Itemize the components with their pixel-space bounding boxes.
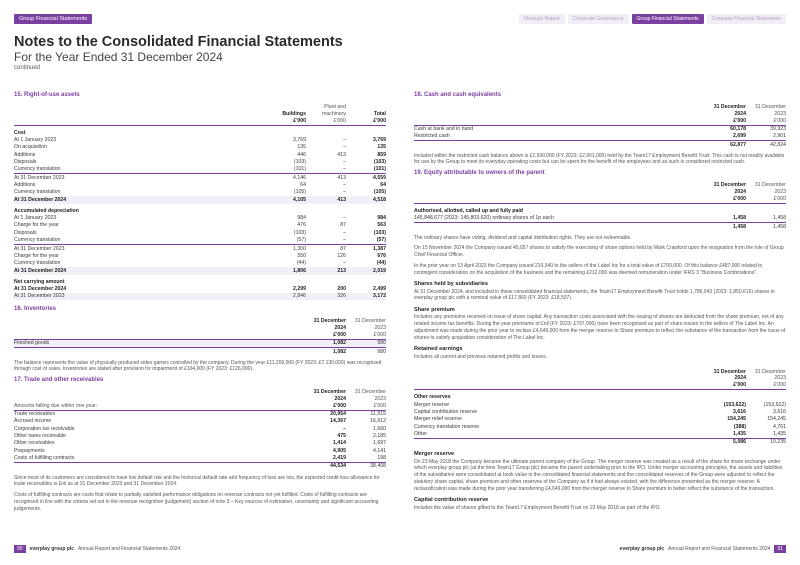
row-label: Disposals bbox=[14, 159, 37, 166]
merger-reserve-title: Merger reserve bbox=[414, 451, 455, 458]
receivables-note-1: Since most of its customers are considered to have low default risk and the historical default rate and frequency of loss are low, the expected credit loss allowance for trade receivables is £nil as at 31 December 2023 and 31 December 2024. bbox=[14, 474, 380, 488]
row-label: Accrued income bbox=[14, 418, 52, 425]
table-row bbox=[414, 204, 786, 215]
table-row bbox=[414, 416, 786, 423]
cell-value: (103) bbox=[293, 229, 306, 236]
table-row bbox=[14, 418, 386, 425]
cell-value: (44) bbox=[376, 260, 386, 267]
cell-value: 4,105 bbox=[266, 196, 306, 203]
cell-value: 3,172 bbox=[346, 293, 386, 300]
cell-value: 1,660 bbox=[373, 425, 386, 432]
rou-heading: 15. Right-of-use assets bbox=[14, 92, 80, 98]
table-row bbox=[414, 438, 786, 446]
equity-heading: 19. Equity attributable to owners of the parent bbox=[414, 170, 545, 177]
cell-value: 1,082 bbox=[306, 348, 346, 356]
row-label: Accumulated depreciation bbox=[14, 207, 79, 214]
row-label: Merger reserve bbox=[414, 401, 450, 408]
row-label: Currency translation bbox=[14, 166, 61, 173]
column-header: Amounts falling due within one year: bbox=[14, 402, 98, 409]
row-label: Cost bbox=[14, 129, 26, 136]
cell-value: 154,245 bbox=[767, 416, 786, 423]
cell-value: 859 bbox=[377, 151, 386, 158]
cell-value bbox=[706, 390, 746, 401]
cell-value: 87 bbox=[340, 222, 346, 229]
inventories-heading: 16. Inventories bbox=[14, 306, 57, 313]
share-premium-text: Includes any premiums received on issue of share capital. Any transaction costs associated with the issuing of shares are deducted from the share premium, net of any related income tax benefits. During the year premiums of £nil (FY 2023: £797,000) have been recognised as part of share issues to the sellers of The Label Inc. An adjustment was made during the prior year to reclass £4,649,000 from the merger reserve to Share premium to reflect the substance of the transaction from the issue of shares to satisfy acquisition consideration of The Label Inc. bbox=[414, 314, 786, 341]
footer-brand-right: everplay group plc bbox=[619, 546, 665, 552]
table-row bbox=[14, 448, 386, 455]
cell-value: (153,622) bbox=[723, 401, 746, 408]
table-row bbox=[14, 293, 386, 300]
cell-value: 2,846 bbox=[266, 293, 306, 300]
table-row bbox=[14, 166, 386, 174]
cell-value: (44) bbox=[296, 260, 306, 267]
cell-value bbox=[266, 126, 306, 137]
cell-value: – bbox=[343, 182, 346, 189]
table-row bbox=[14, 137, 386, 144]
table-row bbox=[14, 267, 386, 274]
nav-company-financial-statements[interactable]: Company Financial Statements bbox=[707, 14, 786, 24]
row-label: Other bbox=[414, 430, 427, 437]
cell-value: 980 bbox=[346, 340, 386, 348]
retained-earnings-title: Retained earnings bbox=[414, 346, 463, 353]
cell-value: 11,915 bbox=[370, 411, 386, 418]
column-header: 31 December 2024 £'000 bbox=[713, 104, 746, 124]
row-label: Charge for the year bbox=[14, 222, 59, 229]
row-label: Currency translation bbox=[14, 260, 61, 267]
table-row bbox=[14, 253, 386, 260]
column-header: 31 December 2024 £'000 bbox=[313, 318, 346, 338]
cell-value: 550 bbox=[297, 252, 306, 259]
cell-value: 200 bbox=[337, 285, 346, 292]
page-number-right: 91 bbox=[774, 545, 786, 553]
row-label: Currency translation bbox=[14, 237, 61, 244]
table-row bbox=[14, 463, 386, 471]
table-row bbox=[414, 126, 786, 133]
table-row bbox=[414, 223, 786, 231]
equity-para-1: The ordinary shares have voting, dividend and capital distribution rights. They are not redeemable. bbox=[414, 234, 632, 241]
cell-value: 2,299 bbox=[293, 285, 306, 292]
cash-note: Included within the restricted cash balance above is £2,699,000 (FY 2023: £2,901,000) held by the Team17 Employment Benefit Trust. This cash is not readily available for use by the Group to meet its everyday operating costs but can be spent for the benefit of the employees and as such is considered restricted cash. bbox=[414, 152, 785, 166]
cell-value: 10,235 bbox=[746, 438, 786, 446]
cell-value: 1,806 bbox=[266, 267, 306, 274]
cell-value bbox=[306, 275, 346, 286]
cell-value: (153,622) bbox=[763, 401, 786, 408]
equity-table bbox=[414, 182, 786, 231]
cell-value: 42,824 bbox=[746, 141, 786, 149]
row-label: At 31 December 2024 bbox=[14, 267, 266, 274]
table-row bbox=[414, 431, 786, 439]
cell-value: 38,408 bbox=[346, 463, 386, 471]
table-row bbox=[414, 401, 786, 408]
cell-value bbox=[266, 275, 306, 286]
table-row bbox=[14, 215, 386, 222]
cell-value bbox=[346, 204, 386, 215]
table-row bbox=[14, 151, 386, 158]
table-row bbox=[414, 141, 786, 149]
cell-value: (105) bbox=[373, 189, 386, 196]
row-label: Capital contribution reserve bbox=[414, 408, 478, 415]
nav-corporate-governance[interactable]: Corporate Governance bbox=[568, 14, 629, 24]
column-header: 31 December 2023 £'000 bbox=[354, 318, 386, 338]
table-row bbox=[14, 144, 386, 151]
row-label: Restricted cash bbox=[414, 133, 450, 140]
cell-value: 2,499 bbox=[373, 285, 386, 292]
cell-value: – bbox=[343, 166, 346, 173]
continued-label: continued bbox=[14, 65, 41, 71]
column-header: Plant and machinery £'000 bbox=[322, 104, 346, 124]
cell-value bbox=[746, 204, 786, 215]
shares-subsidiaries-title: Shares held by subsidiaries bbox=[414, 281, 488, 288]
table-row bbox=[14, 222, 386, 229]
cell-value: (105) bbox=[293, 189, 306, 196]
page-number-left: 90 bbox=[14, 545, 26, 553]
row-label bbox=[414, 223, 706, 231]
cell-value: – bbox=[343, 229, 346, 236]
row-label: At 31 December 2023 bbox=[14, 245, 266, 253]
cell-value: 4,518 bbox=[346, 196, 386, 203]
table-row bbox=[414, 133, 786, 141]
table-row bbox=[14, 126, 386, 137]
cell-value: 2,419 bbox=[333, 455, 346, 462]
cell-value: 1,435 bbox=[773, 430, 786, 437]
cell-value: 4,905 bbox=[333, 447, 346, 454]
column-header bbox=[14, 318, 306, 339]
cell-value: 44,534 bbox=[306, 463, 346, 471]
row-label: At 31 December 2023 bbox=[14, 174, 266, 182]
row-label: Other reserves bbox=[414, 394, 451, 401]
column-header bbox=[414, 182, 706, 203]
column-header: 31 December 2023 £'000 bbox=[354, 389, 386, 409]
row-label: At 1 January 2023 bbox=[14, 215, 57, 222]
row-label: Additions bbox=[14, 182, 36, 189]
nav-group-financial-statements[interactable]: Group Financial Statements bbox=[632, 14, 704, 24]
row-label: Trade receivables bbox=[14, 411, 56, 418]
retained-earnings-text: Includes all current and previous retained profits and losses. bbox=[414, 353, 548, 360]
cell-value: 3,616 bbox=[773, 408, 786, 415]
cell-value: 1,414 bbox=[333, 440, 346, 447]
cell-value: 5,086 bbox=[706, 438, 746, 446]
capital-contribution-text: Includes the value of shares gifted to the Team17 Employment Benefit Trust on 23 May 2018 as part of the IPO. bbox=[414, 504, 661, 511]
cell-value: 64 bbox=[380, 182, 386, 189]
row-label: Prepayments bbox=[14, 447, 45, 454]
cell-value: 1,458 bbox=[773, 215, 786, 222]
cell-value: (103) bbox=[373, 159, 386, 166]
cell-value: 1,458 bbox=[733, 215, 746, 222]
table-row bbox=[14, 237, 386, 245]
cell-value: (103) bbox=[373, 229, 386, 236]
cell-value: 1,387 bbox=[346, 245, 386, 253]
cell-value: (103) bbox=[293, 159, 306, 166]
cell-value: 39,923 bbox=[770, 125, 786, 132]
cell-value: (101) bbox=[293, 166, 306, 173]
inventories-table bbox=[14, 318, 386, 356]
row-label: Additions bbox=[14, 151, 36, 158]
cell-value: 135 bbox=[297, 144, 306, 151]
column-header bbox=[14, 104, 266, 125]
table-row bbox=[14, 245, 386, 253]
cell-value bbox=[346, 126, 386, 137]
table-row bbox=[14, 411, 386, 418]
cell-value: 4,761 bbox=[773, 423, 786, 430]
cell-value: 563 bbox=[377, 222, 386, 229]
cell-value: 3,769 bbox=[293, 136, 306, 143]
cell-value: 154,245 bbox=[727, 416, 746, 423]
cell-value: – bbox=[343, 159, 346, 166]
row-label: Cash at bank and in hand bbox=[414, 125, 474, 132]
cell-value: 676 bbox=[377, 252, 386, 259]
footer-right bbox=[620, 545, 786, 553]
table-row bbox=[14, 340, 386, 348]
cell-value: 135 bbox=[377, 144, 386, 151]
row-label: At 1 January 2023 bbox=[14, 136, 57, 143]
table-row bbox=[14, 174, 386, 182]
cell-value: (101) bbox=[373, 166, 386, 173]
cell-value: – bbox=[343, 144, 346, 151]
cell-value: – bbox=[343, 136, 346, 143]
table-row bbox=[14, 159, 386, 166]
cell-value: 413 bbox=[337, 151, 346, 158]
receivables-note-2: Costs of fulfilling contracts are costs that relate to partially satisfied performance obligations on revenue contracts not yet fulfilled. Costs of fulfilling contracts are recognised in line with the criteria set out in the revenue recognition (judgement) section of note 3 – Key sources of estimation, uncertainty and significant accounting judgements. bbox=[14, 492, 379, 512]
cash-heading: 18. Cash and cash equivalents bbox=[414, 92, 502, 98]
row-label: Other taxes receivable bbox=[14, 433, 66, 440]
cell-value: 446 bbox=[297, 151, 306, 158]
cell-value: – bbox=[343, 260, 346, 267]
row-label: Charge for the year bbox=[14, 252, 59, 259]
table-row bbox=[14, 433, 386, 440]
shares-subsidiaries-text: At 31 December 2024, and included in these consolidated financial statements, the Team17 Employment Benefit Trust holds 1,786,043 (2023: 1,850,616) shares in everplay group plc with a nominal value of £17,860 (FY 2023: £18,507). bbox=[414, 288, 775, 302]
cash-table bbox=[414, 104, 786, 149]
row-label: At 31 December 2024 bbox=[14, 196, 266, 203]
table-row bbox=[14, 455, 386, 463]
right-column bbox=[414, 92, 786, 515]
row-label: Currency translation bbox=[14, 189, 61, 196]
table-row bbox=[414, 390, 786, 401]
row-label: Merger relief reserve bbox=[414, 416, 462, 423]
table-row bbox=[14, 275, 386, 286]
equity-para-2: On 15 November 2024 the Company issued 45,057 shares to satisfy the exercising of share options held by Mark Crawford upon the resignation from the role of Group Chief Financial Officer. bbox=[414, 245, 784, 259]
row-label bbox=[14, 463, 306, 471]
column-header: Total £'000 bbox=[373, 110, 386, 124]
cell-value: 984 bbox=[377, 215, 386, 222]
cell-value: 413 bbox=[306, 196, 346, 203]
cell-value: 1,300 bbox=[266, 245, 306, 253]
cell-value: 984 bbox=[297, 215, 306, 222]
nav-strategic-report[interactable]: Strategic Report bbox=[519, 14, 565, 24]
row-label: At 31 December 2024 bbox=[14, 285, 67, 292]
cell-value: 14,367 bbox=[330, 418, 346, 425]
cell-value bbox=[306, 204, 346, 215]
inventories-note: The balance represents the value of physically produced video games controlled by the company. During the year £11,200,000 (FY 2023: £7,130,000) was recognised through cost of sales. Inventories are stated after provision for impairment of £104,000 (FY 2023: £126,000). bbox=[14, 359, 382, 373]
table-row bbox=[14, 189, 386, 196]
table-row bbox=[14, 230, 386, 237]
cell-value: 2,901 bbox=[773, 133, 786, 140]
cell-value: 4,141 bbox=[373, 447, 386, 454]
cell-value: 213 bbox=[306, 267, 346, 274]
table-row bbox=[414, 409, 786, 416]
table-row bbox=[14, 196, 386, 203]
row-label: At 31 December 2023 bbox=[14, 293, 266, 300]
cell-value: – bbox=[343, 189, 346, 196]
column-header: 31 December 2023 £'000 bbox=[754, 104, 786, 124]
cell-value: – bbox=[343, 237, 346, 244]
table-row bbox=[14, 204, 386, 215]
table-row bbox=[14, 182, 386, 189]
column-header: Buildings £'000 bbox=[282, 110, 306, 124]
column-header bbox=[414, 104, 706, 125]
table-row bbox=[14, 286, 386, 293]
receivables-table bbox=[14, 389, 386, 471]
cell-value: 326 bbox=[306, 293, 346, 300]
cell-value: 2,019 bbox=[346, 267, 386, 274]
capital-contribution-title: Capital contribution reserve bbox=[414, 497, 489, 504]
receivables-heading: 17. Trade and other receivables bbox=[14, 377, 104, 384]
column-header: 31 December 2024 £'000 bbox=[713, 368, 746, 389]
row-label: Corporation tax receivable bbox=[14, 425, 75, 432]
row-label: Finished goods bbox=[14, 340, 306, 348]
cell-value: 60,178 bbox=[730, 125, 746, 132]
cell-value: (57) bbox=[296, 237, 306, 244]
cell-value: (388) bbox=[733, 423, 746, 430]
row-label: Currency translation reserve bbox=[414, 423, 480, 430]
cell-value: 198 bbox=[377, 455, 386, 462]
cell-value bbox=[306, 126, 346, 137]
cell-value: 475 bbox=[337, 433, 346, 440]
column-header: 31 December 2024 £'000 bbox=[713, 182, 746, 202]
footer-brand-left: everplay group plc bbox=[29, 546, 75, 552]
row-label bbox=[14, 348, 306, 356]
row-label bbox=[414, 438, 706, 446]
table-row bbox=[14, 425, 386, 432]
cell-value: 413 bbox=[306, 174, 346, 182]
cell-value: 2,699 bbox=[733, 133, 746, 140]
section-label: Group Financial Statements bbox=[14, 14, 92, 24]
cell-value: 16,512 bbox=[370, 418, 386, 425]
cell-value: 1,082 bbox=[306, 340, 346, 348]
cell-value: 980 bbox=[346, 348, 386, 356]
cell-value bbox=[266, 204, 306, 215]
footer-doc-right: Annual Report and Financial Statements 2024 bbox=[668, 546, 771, 552]
reserves-table bbox=[414, 368, 786, 446]
cell-value: 4,146 bbox=[266, 174, 306, 182]
page-title: Notes to the Consolidated Financial Statements bbox=[14, 34, 343, 50]
table-row bbox=[14, 260, 386, 267]
cell-value: 1,697 bbox=[373, 440, 386, 447]
cell-value: 20,954 bbox=[330, 411, 346, 418]
column-header bbox=[414, 368, 706, 389]
cell-value: 64 bbox=[300, 182, 306, 189]
cell-value: 1,435 bbox=[733, 430, 746, 437]
cell-value: 3,616 bbox=[733, 408, 746, 415]
footer-left bbox=[14, 545, 180, 553]
share-premium-title: Share premium bbox=[414, 307, 455, 314]
table-row bbox=[414, 215, 786, 223]
cell-value: 87 bbox=[306, 245, 346, 253]
cell-value: 126 bbox=[337, 252, 346, 259]
table-row bbox=[14, 348, 386, 356]
table-row bbox=[14, 440, 386, 447]
cell-value: (57) bbox=[376, 237, 386, 244]
cell-value: 62,877 bbox=[706, 141, 746, 149]
row-label: Costs of fulfilling contracts bbox=[14, 455, 75, 462]
cell-value: – bbox=[343, 215, 346, 222]
cell-value bbox=[746, 390, 786, 401]
cell-value: 2,185 bbox=[373, 433, 386, 440]
column-header: 31 December 2024 £'000 bbox=[313, 389, 346, 409]
left-column bbox=[14, 92, 386, 516]
rou-table bbox=[14, 104, 386, 301]
equity-para-3: In the prior year on 13 April 2023 the Company issued 210,340 to the sellers of the Label Inc for a total value of £700,000. Of this balance £487,000 related to contingent consideration on the acquisition of the business and the remaining £212,000 was deemed remuneration under IFRS 3 "Business Combinations". bbox=[414, 262, 763, 276]
column-header: 31 December 2023 £'000 bbox=[754, 182, 786, 202]
cell-value: 1,458 bbox=[706, 223, 746, 231]
cell-value: – bbox=[343, 425, 346, 432]
row-label: Authorised, allotted, called up and fully paid bbox=[414, 207, 523, 214]
cell-value: 1,458 bbox=[746, 223, 786, 231]
row-label bbox=[414, 141, 706, 149]
cell-value: 4,559 bbox=[346, 174, 386, 182]
column-header: 31 December 2023 £'000 bbox=[754, 368, 786, 389]
merger-reserve-text: On 23 May 2018 the Company became the ultimate parent company of the Group. The merger reserve was created as a result of the share for share exchange under which everplay group plc (at the time Team17 Group plc) became the parent undertaking prior to the IPO. Under merger accounting principles, the assets and liabilities of the subsidiaries were consolidated at book value in the consolidated financial statements and the consolidated reserves of the Group were adjusted to reflect the statutory share capital, share premium and other reserves of the Company as if it had always existed, with the difference presented as the merger reserve. A reclassification was made during the prior year transferring £4,649,000 from the merger reserve to Share premium to better reflect the substance of the transaction. bbox=[414, 458, 783, 492]
row-label: 145,848,677 (2023: 145,803,620) ordinary shares of 1p each bbox=[414, 215, 554, 222]
row-label: Other receivables bbox=[14, 440, 55, 447]
cell-value bbox=[346, 275, 386, 286]
row-label: Disposals bbox=[14, 229, 37, 236]
row-label: On acquisition bbox=[14, 144, 47, 151]
page-subtitle: For the Year Ended 31 December 2024 bbox=[14, 50, 223, 64]
row-label: Net carrying amount bbox=[14, 278, 65, 285]
table-row bbox=[414, 423, 786, 430]
section-nav bbox=[519, 14, 786, 24]
cell-value bbox=[706, 204, 746, 215]
cell-value: 3,769 bbox=[373, 136, 386, 143]
footer-doc-left: Annual Report and Financial Statements 2024 bbox=[78, 546, 181, 552]
cell-value: 476 bbox=[297, 222, 306, 229]
